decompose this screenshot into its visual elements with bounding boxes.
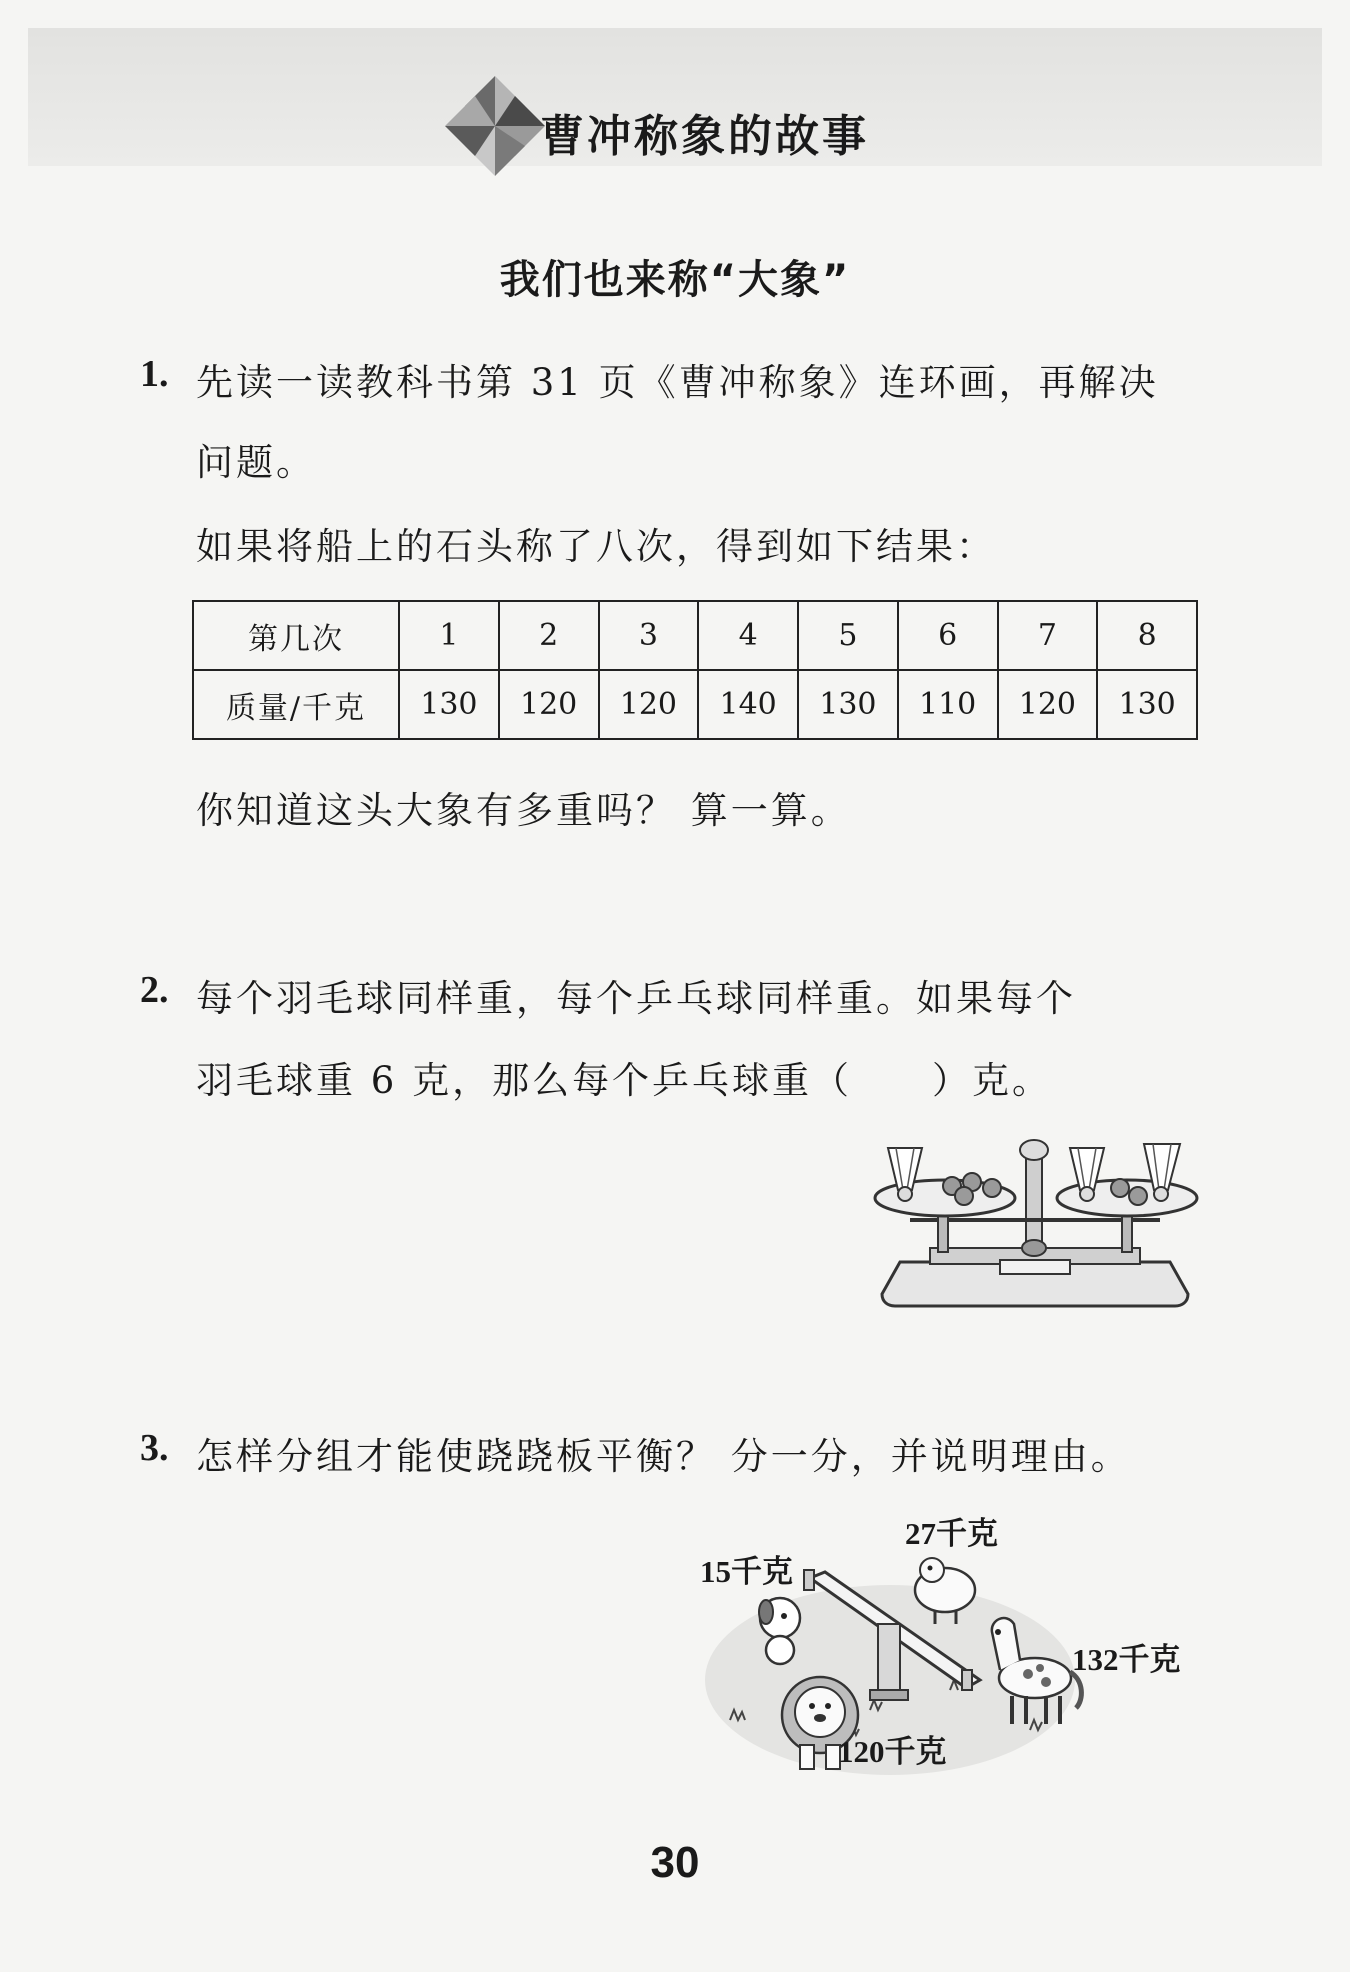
stone-weighing-table: [192, 600, 1198, 740]
question-3-number: 3.: [140, 1427, 169, 1469]
table-cell-trial: 4: [698, 601, 798, 670]
question-2-line-2: 羽毛球重 6 克，那么每个乒乓球重（ ）克。: [196, 1059, 1053, 1102]
table-cell-mass: 130: [399, 670, 499, 739]
table-cell-mass: 130: [798, 670, 898, 739]
unit-title: 曹冲称象的故事: [540, 111, 869, 162]
table-cell-trial: 7: [998, 601, 1098, 670]
table-cell-trial: 2: [499, 601, 599, 670]
table-cell-trial: 3: [599, 601, 699, 670]
table-row2-label: 质量/千克: [193, 670, 399, 739]
question-1-prompt: 你知道这头大象有多重吗？ 算一算。: [196, 789, 851, 832]
question-1-line-3: 如果将船上的石头称了八次，得到如下结果：: [196, 525, 996, 568]
question-2-number: 2.: [140, 969, 169, 1011]
question-2-line-1: 每个羽毛球同样重，每个乒乓球同样重。如果每个: [196, 977, 1076, 1020]
pinwheel-logo-icon: [445, 76, 545, 176]
table-cell-mass: 120: [599, 670, 699, 739]
table-cell-trial: 6: [898, 601, 998, 670]
table-cell-trial: 5: [798, 601, 898, 670]
lion-weight-label: 120千克: [838, 1734, 947, 1769]
table-cell-mass: 140: [698, 670, 798, 739]
table-cell-mass: 120: [998, 670, 1098, 739]
table-row1-label: 第几次: [193, 601, 399, 670]
sheep-weight-label: 27千克: [905, 1516, 998, 1551]
table-cell-trial: 1: [399, 601, 499, 670]
balance-scale-illustration: [870, 1130, 1200, 1310]
table-cell-mass: 130: [1097, 670, 1197, 739]
section-title: 我们也来称“大象”: [499, 257, 851, 303]
table-row-trial: [193, 601, 1197, 670]
horse-weight-label: 132千克: [1072, 1642, 1181, 1677]
table-cell-trial: 8: [1097, 601, 1197, 670]
table-row-mass: [193, 670, 1197, 739]
question-1-line-1: 先读一读教科书第 31 页《曹冲称象》连环画，再解决: [196, 361, 1159, 404]
question-1-line-2: 问题。: [196, 441, 316, 484]
dog-weight-label: 15千克: [700, 1554, 793, 1589]
table-cell-mass: 120: [499, 670, 599, 739]
question-1-number: 1.: [140, 353, 169, 395]
page-number: 30: [650, 1838, 700, 1887]
question-3-line-1: 怎样分组才能使跷跷板平衡？ 分一分，并说明理由。: [196, 1435, 1131, 1478]
table-cell-mass: 110: [898, 670, 998, 739]
